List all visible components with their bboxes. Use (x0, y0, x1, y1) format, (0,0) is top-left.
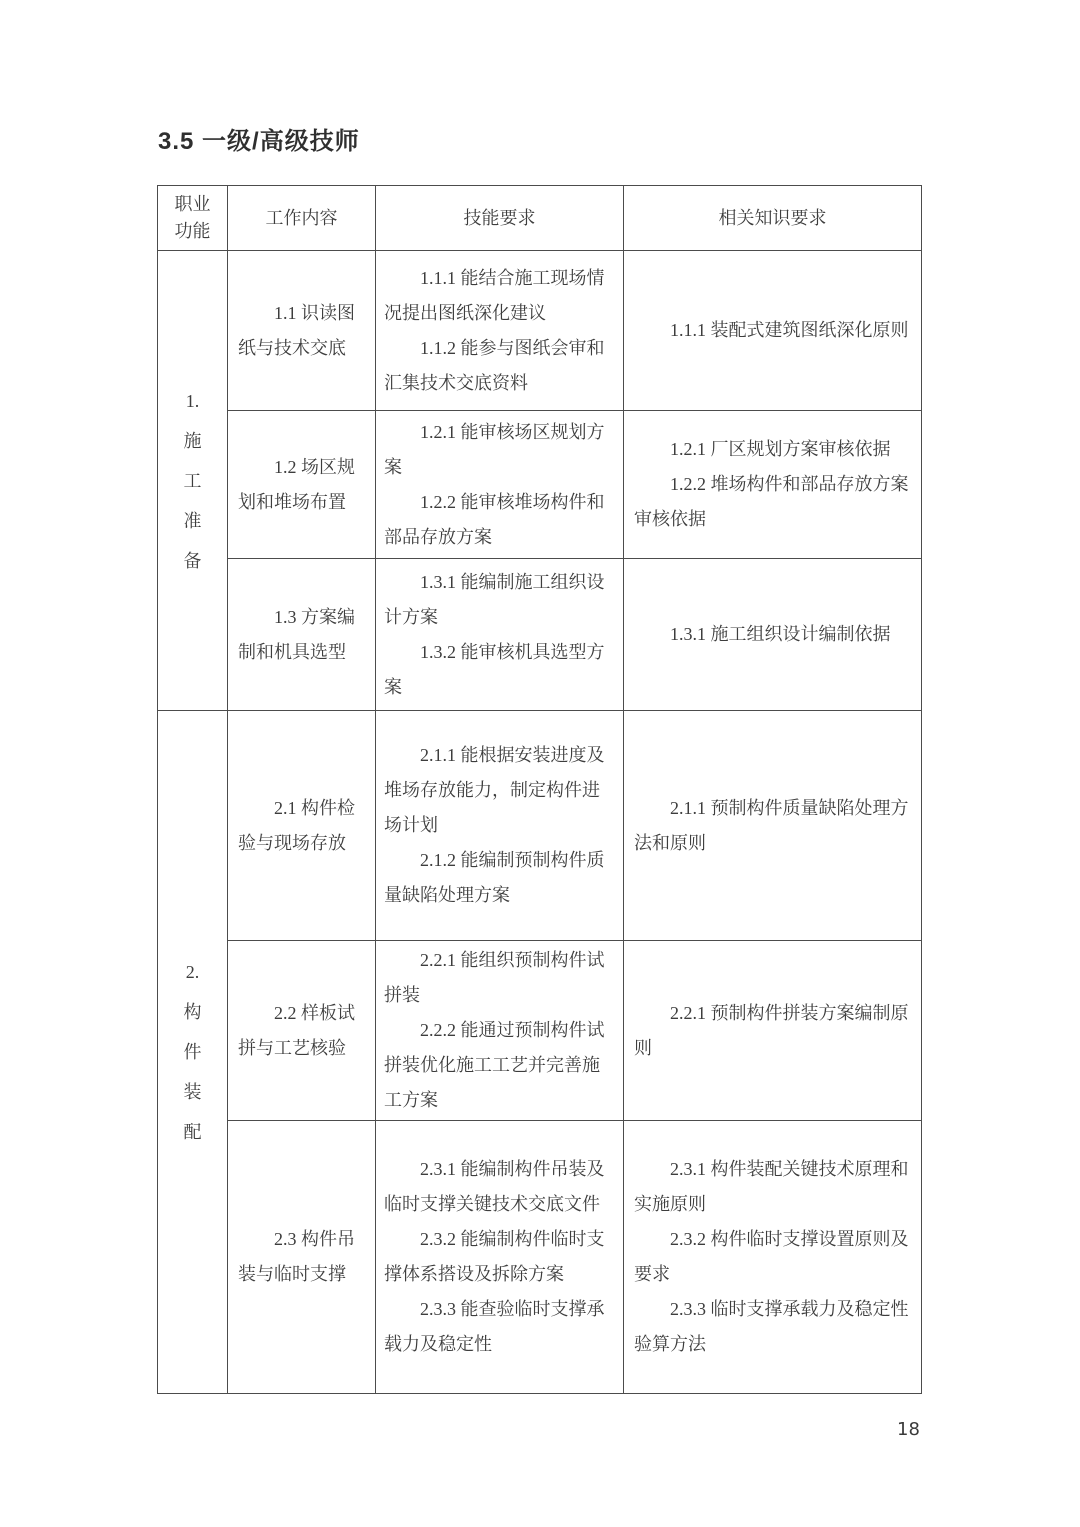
work-cell-2-2 (228, 941, 376, 1121)
work-cell-1-1 (228, 251, 376, 411)
knowledge-item: 1.2.1 厂区规划方案审核依据 (670, 439, 891, 459)
function-label-line: 准 (183, 510, 202, 531)
table-row-2-3 (158, 1121, 922, 1394)
work-text: 1.3 方案编制和机具选型 (238, 606, 355, 662)
skill-item: 1.3.2 能审核机具选型方案 (384, 641, 605, 697)
work-cell-1-2 (228, 411, 376, 559)
table-header-row (158, 186, 922, 251)
knowledge-item: 1.3.1 施工组织设计编制依据 (670, 624, 891, 644)
skill-item: 2.3.2 能编制构件临时支撑体系搭设及拆除方案 (384, 1229, 605, 1284)
table-row-2-1 (158, 711, 922, 941)
work-text: 1.1 识读图纸与技术交底 (238, 302, 355, 358)
table-row-1-3 (158, 559, 922, 711)
function-label-line: 施 (183, 430, 202, 451)
function-label-line: 工 (183, 470, 202, 491)
knowledge-cell-2-3 (624, 1121, 922, 1394)
skill-item: 2.1.1 能根据安装进度及堆场存放能力，制定构件进场计划 (384, 745, 605, 835)
knowledge-item: 2.1.1 预制构件质量缺陷处理方法和原则 (634, 797, 909, 853)
skill-item: 2.2.1 能组织预制构件试拼装 (384, 950, 605, 1005)
function-label-line: 配 (183, 1122, 202, 1142)
section-title: 3.5 一级/高级技师 (158, 128, 360, 155)
skill-item: 2.3.3 能查验临时支撑承载力及稳定性 (384, 1299, 605, 1354)
skill-item: 1.2.2 能审核堆场构件和部品存放方案 (384, 491, 605, 547)
skill-item: 1.1.2 能参与图纸会审和汇集技术交底资料 (384, 337, 605, 393)
work-text: 2.3 构件吊装与临时支撑 (238, 1229, 355, 1284)
skill-item: 1.2.1 能审核场区规划方案 (384, 421, 605, 477)
occupational-skill-table (157, 185, 922, 1394)
knowledge-cell-1-2 (624, 411, 922, 559)
function-label-line: 构 (183, 1002, 202, 1022)
knowledge-item: 1.2.2 堆场构件和部品存放方案审核依据 (634, 474, 909, 529)
function-label-line: 1. (185, 390, 200, 411)
knowledge-item: 2.3.3 临时支撑承载力及稳定性验算方法 (634, 1299, 909, 1354)
skills-cell-1-2 (376, 411, 624, 559)
header-knowledge-requirements: 相关知识要求 (624, 186, 922, 251)
work-cell-2-1 (228, 711, 376, 941)
knowledge-cell-1-1 (624, 251, 922, 411)
skill-item: 1.3.1 能编制施工组织设计方案 (384, 571, 605, 627)
skills-cell-2-2 (376, 941, 624, 1121)
function-label-line: 件 (183, 1042, 202, 1062)
skill-item: 2.1.2 能编制预制构件质量缺陷处理方案 (384, 850, 605, 905)
knowledge-cell-1-3 (624, 559, 922, 711)
work-text: 1.2 场区规划和堆场布置 (238, 456, 355, 512)
knowledge-item: 2.3.2 构件临时支撑设置原则及要求 (634, 1229, 909, 1284)
knowledge-cell-2-1 (624, 711, 922, 941)
work-text: 2.2 样板试拼与工艺核验 (238, 1002, 355, 1058)
table-row-2-2 (158, 941, 922, 1121)
knowledge-item: 2.2.1 预制构件拼装方案编制原则 (634, 1002, 909, 1058)
function-label-line: 装 (183, 1082, 202, 1102)
skills-cell-1-1 (376, 251, 624, 411)
function-cell-component-assembly (158, 711, 228, 1394)
knowledge-cell-2-2 (624, 941, 922, 1121)
header-skill-requirements: 技能要求 (376, 186, 624, 251)
knowledge-item: 1.1.1 装配式建筑图纸深化原则 (670, 320, 909, 340)
header-function-line1: 职业 (174, 194, 211, 214)
skills-cell-1-3 (376, 559, 624, 711)
header-work-content: 工作内容 (228, 186, 376, 251)
work-text: 2.1 构件检验与现场存放 (238, 797, 355, 853)
skill-item: 2.3.1 能编制构件吊装及临时支撑关键技术交底文件 (384, 1159, 605, 1214)
header-function-line2: 功能 (174, 221, 211, 241)
skill-item: 2.2.2 能通过预制构件试拼装优化施工工艺并完善施工方案 (384, 1020, 605, 1110)
page-number: 18 (897, 1419, 920, 1440)
skills-cell-2-3 (376, 1121, 624, 1394)
work-cell-1-3 (228, 559, 376, 711)
skill-item: 1.1.1 能结合施工现场情况提出图纸深化建议 (384, 267, 605, 323)
function-label-line: 备 (183, 550, 202, 571)
skills-cell-2-1 (376, 711, 624, 941)
work-cell-2-3 (228, 1121, 376, 1394)
knowledge-item: 2.3.1 构件装配关键技术原理和实施原则 (634, 1159, 909, 1214)
header-function (158, 186, 228, 251)
table-row-1-2 (158, 411, 922, 559)
function-cell-construction-prep (158, 251, 228, 711)
function-label-line: 2. (185, 962, 200, 982)
table-row-1-1 (158, 251, 922, 411)
